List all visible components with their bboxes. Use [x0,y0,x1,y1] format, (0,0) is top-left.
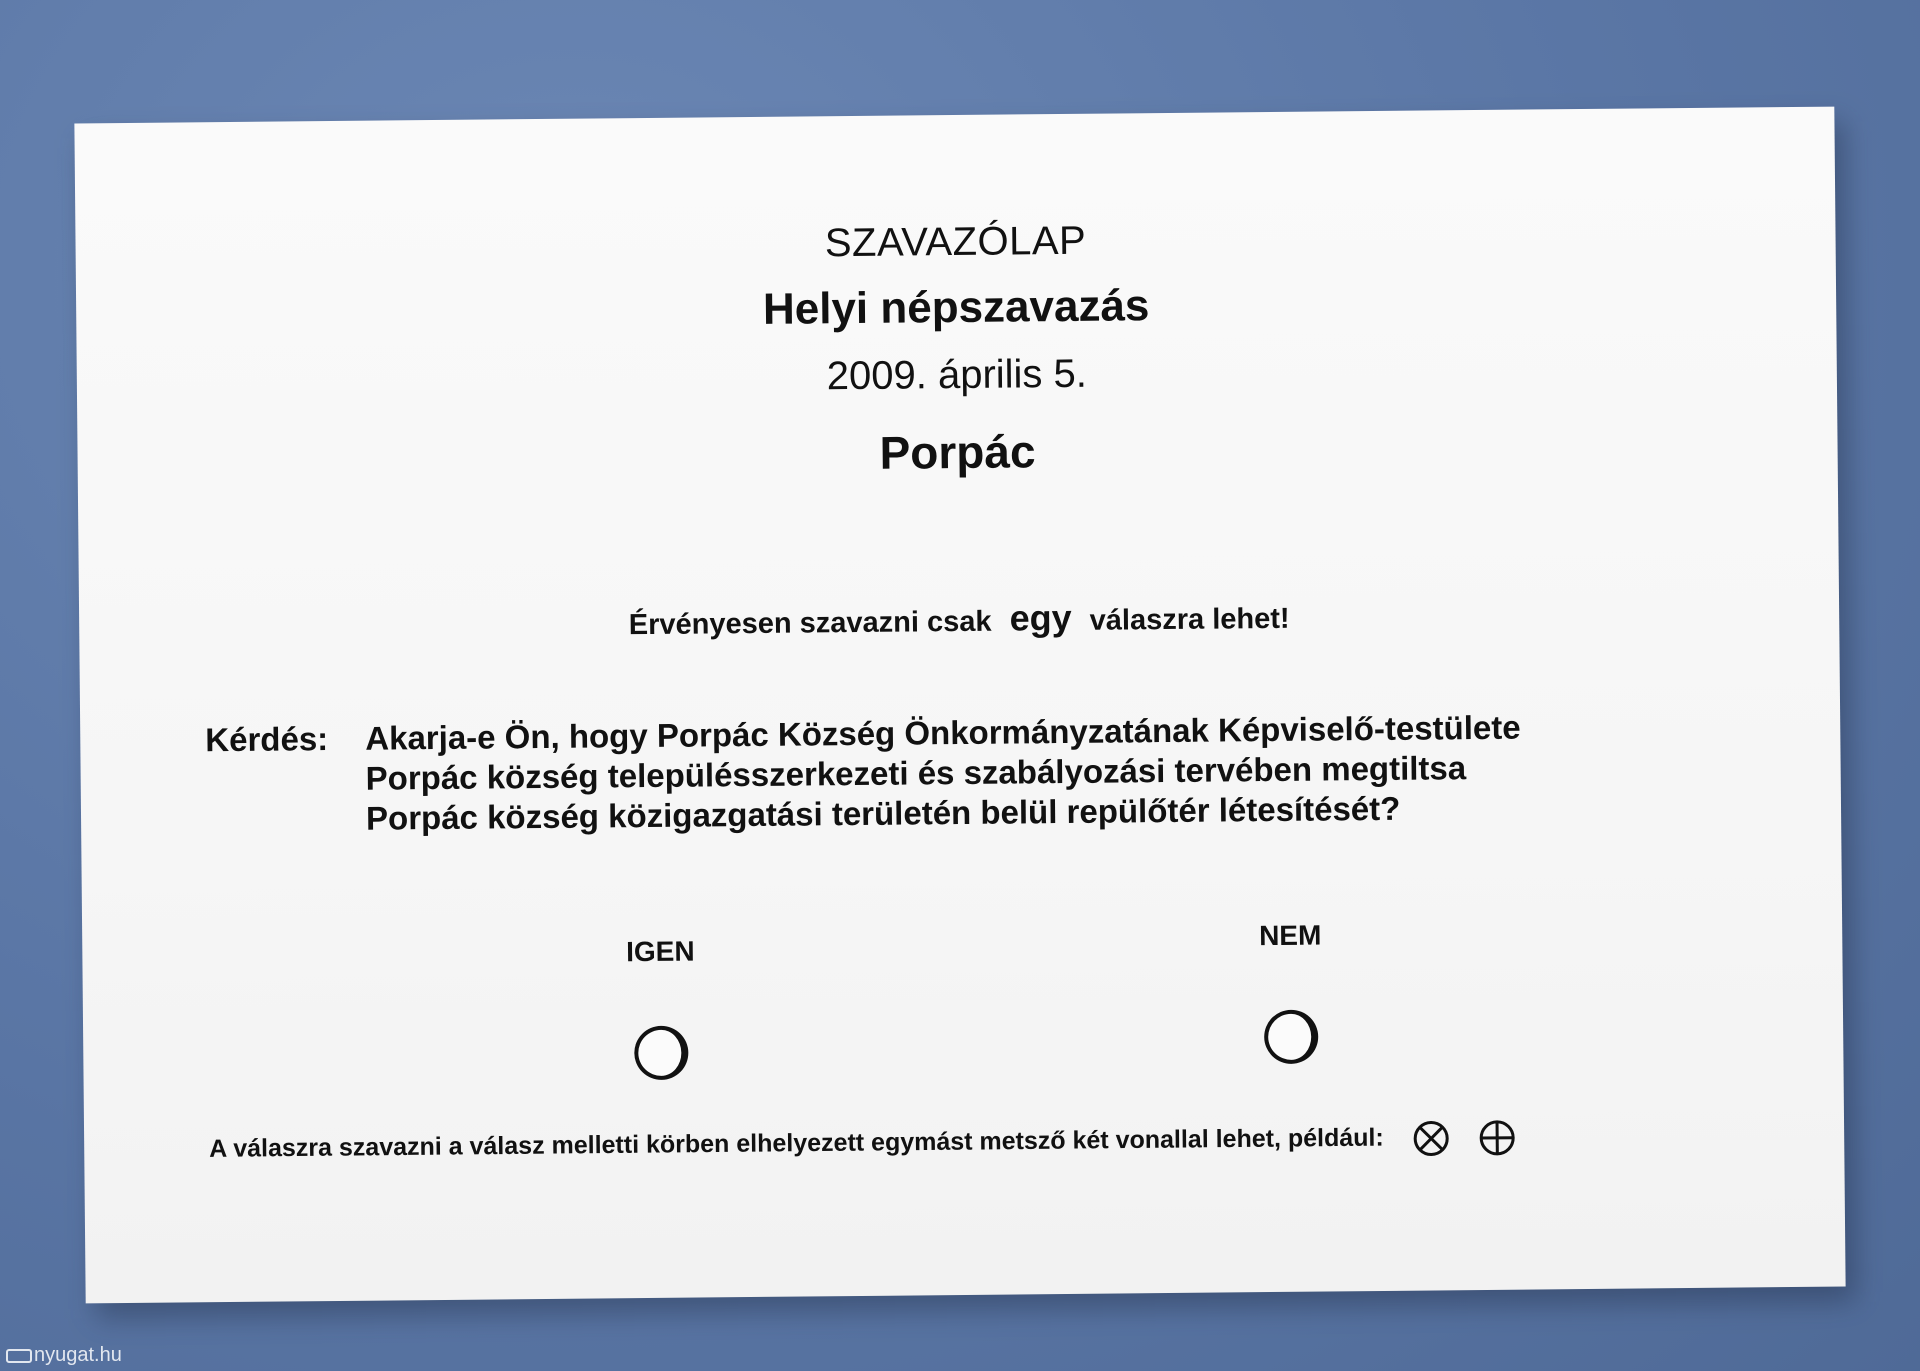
ballot-question [205,705,1765,837]
ballot-place: Porpác [879,425,1036,479]
ballot-paper [74,107,1845,1304]
ballot-label: SZAVAZÓLAP [824,218,1087,266]
instruction-before: Érvényesen szavazni csak [628,605,992,642]
circle-x-icon [1411,1118,1451,1158]
ballot-instruction [79,590,1839,649]
option-no-circle[interactable] [1264,1010,1319,1065]
voting-instructions [209,1115,1769,1170]
question-text [365,705,1766,838]
question-label: Kérdés: [205,720,329,759]
question-line: Akarja-e Ön, hogy Porpác Község Önkormányzatának Képviselő-testülete [365,708,1521,757]
option-yes-label: IGEN [625,935,695,968]
footer-text: A válaszra szavazni a válasz melletti körben elhelyezett egymást metsző két vonallal lehet, például: [209,1123,1384,1163]
instruction-after: válaszra lehet! [1089,602,1290,637]
option-no[interactable] [1190,919,1391,1065]
option-yes-circle[interactable] [634,1026,689,1081]
ballot-title: Helyi népszavazás [762,281,1150,334]
option-yes[interactable] [560,935,761,1081]
question-line: Porpác község településszerkezeti és szabályozási tervében megtiltsa [365,749,1467,797]
option-no-label: NEM [1258,919,1322,952]
question-line: Porpác község közigazgatási területén belül repülőtér létesítését? [365,789,1401,837]
watermark-logo-icon [6,1349,32,1363]
ballot-date: 2009. április 5. [826,351,1088,399]
instruction-emphasis: egy [1009,596,1072,639]
watermark [6,1344,122,1367]
watermark-text: nyugat.hu [34,1344,122,1366]
circle-plus-icon [1477,1118,1517,1158]
